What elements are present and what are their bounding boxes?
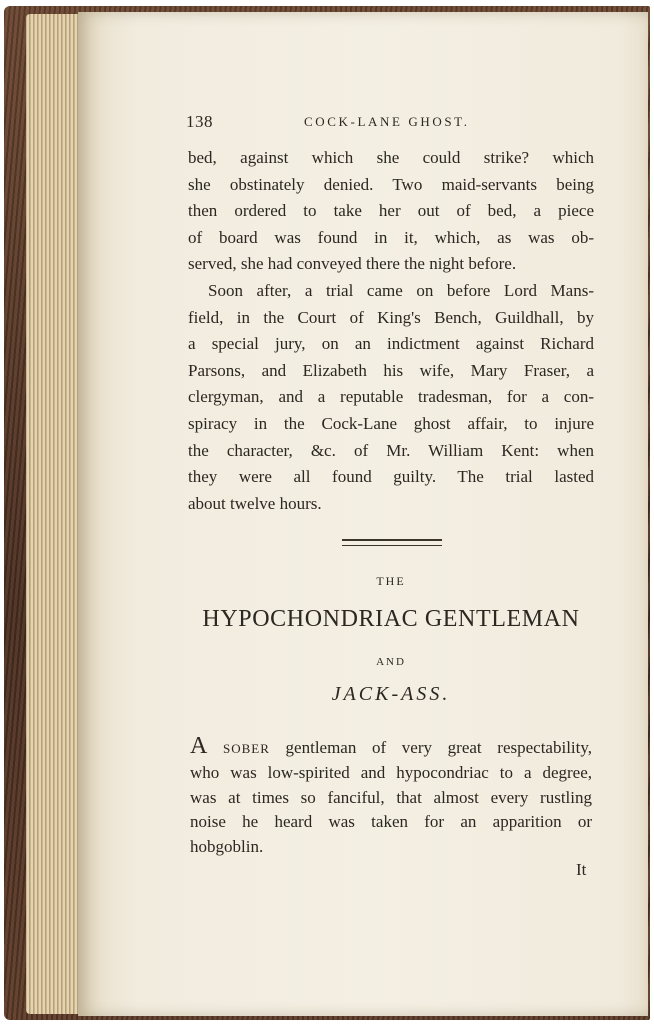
- small-caps-word: SOBER: [223, 741, 270, 756]
- page-number: 138: [186, 112, 213, 131]
- text-line: served, she had conveyed there the night before.: [188, 254, 517, 274]
- text-line: Parsons, and Elizabeth his wife, Mary Fraser, a: [188, 360, 594, 380]
- text-line: was at times so fanciful, that almost every rustling: [190, 787, 592, 807]
- text-line: hobgoblin.: [190, 836, 264, 856]
- text-line: a special jury, on an indictment against Richard: [188, 334, 594, 354]
- page-header: [186, 112, 594, 132]
- drop-cap: A: [190, 733, 208, 759]
- body-text: [188, 145, 594, 517]
- story-title-the: THE: [376, 574, 406, 588]
- text-line: she obstinately denied. Two maid-servants being: [188, 174, 594, 194]
- story-text: [190, 734, 592, 859]
- text-line: they were all found guilty. The trial lasted: [188, 467, 594, 487]
- text-line: of board was found in it, which, as was ob-: [188, 227, 594, 247]
- story-first-line: [190, 734, 592, 761]
- text-line: Soon after, a trial came on before Lord Mans-: [208, 280, 594, 300]
- catchword: It: [576, 860, 587, 879]
- story-subtitle: JACK-ASS.: [331, 683, 451, 705]
- text-line: noise he heard was taken for an apparition or: [190, 812, 592, 832]
- section-divider: [342, 539, 442, 546]
- text-line: the character, &c. of Mr. William Kent: when: [188, 440, 594, 460]
- story-title-and: AND: [376, 656, 406, 668]
- text-line: field, in the Court of King's Bench, Guildhall, by: [188, 307, 594, 327]
- text-line: bed, against which she could strike? which: [188, 148, 594, 167]
- text-line: then ordered to take her out of bed, a piece: [188, 201, 594, 221]
- text-line: spiracy in the Cock-Lane ghost affair, to injure: [188, 413, 594, 433]
- text-line: about twelve hours.: [188, 493, 322, 513]
- story-title: HYPOCHONDRIAC GENTLEMAN: [202, 606, 580, 632]
- running-title: COCK-LANE GHOST.: [304, 114, 470, 129]
- text-line: clergyman, and a reputable tradesman, for a con-: [188, 387, 594, 407]
- text-line: who was low-spirited and hypocondriac to a degree,: [190, 763, 592, 783]
- first-line-rest: gentleman of very great respectability,: [269, 738, 593, 757]
